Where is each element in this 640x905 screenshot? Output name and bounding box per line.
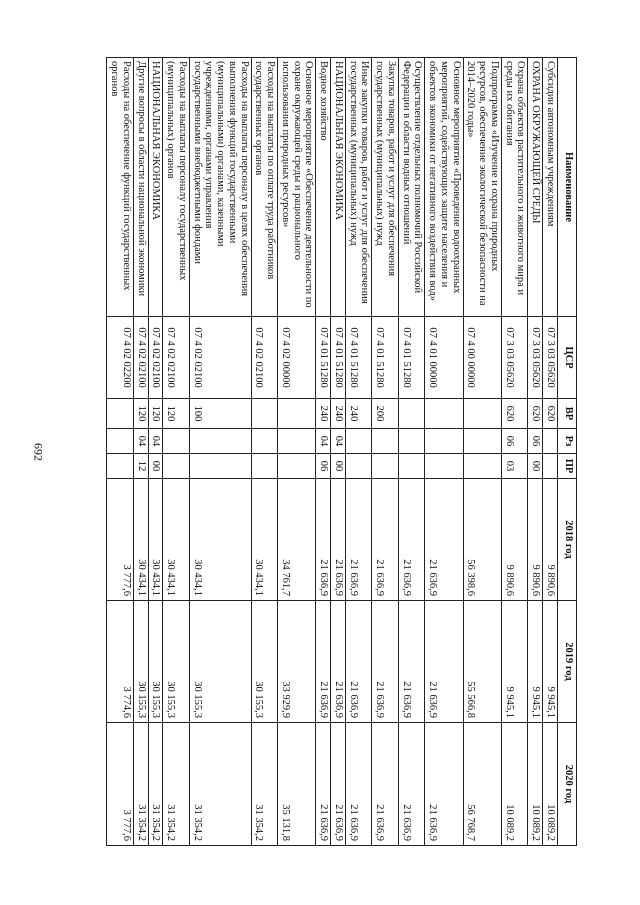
cell-csr: 07 3 03 05620 <box>528 317 543 399</box>
cell-pr <box>346 454 373 479</box>
cell-2019: 30 155,3 <box>163 601 190 723</box>
table-row <box>528 58 543 846</box>
cell-2018: 21 636,9 <box>372 479 399 601</box>
cell-rz: 04 <box>316 429 331 454</box>
cell-csr: 07 4 00 00000 <box>463 317 501 399</box>
cell-pr <box>463 454 501 479</box>
table-row <box>399 58 426 846</box>
cell-2020: 56 768,7 <box>463 723 501 846</box>
cell-rz: 06 <box>528 429 543 454</box>
cell-rz <box>190 429 252 454</box>
cell-2018: 30 434,1 <box>148 479 163 601</box>
cell-2020: 31 354,2 <box>163 723 190 846</box>
cell-2019: 30 155,3 <box>190 601 252 723</box>
cell-2018: 21 636,9 <box>425 479 463 601</box>
cell-pr <box>278 454 316 479</box>
cell-rz <box>425 429 463 454</box>
cell-vr: 120 <box>163 399 190 429</box>
cell-2020: 21 636,9 <box>425 723 463 846</box>
cell-pr <box>425 454 463 479</box>
cell-2019: 30 155,3 <box>148 601 163 723</box>
cell-csr: 07 4 02 02100 <box>251 317 278 399</box>
cell-2020: 10 089,2 <box>502 723 529 846</box>
cell-2019: 21 636,9 <box>331 601 346 723</box>
table-row <box>502 58 529 846</box>
cell-2020: 10 089,2 <box>528 723 543 846</box>
header-2020: 2020 год <box>558 723 577 846</box>
cell-2018: 9 890,6 <box>528 479 543 601</box>
cell-2020: 31 354,2 <box>134 723 149 846</box>
cell-name: Расходы на выплаты персоналу государственных (муниципальных) органов <box>163 58 190 317</box>
header-rz: Рз <box>558 429 577 454</box>
cell-2019: 30 155,3 <box>251 601 278 723</box>
cell-2020: 21 636,9 <box>316 723 331 846</box>
cell-2018: 30 434,1 <box>190 479 252 601</box>
page-number: 692 <box>31 443 46 461</box>
cell-name: Основное мероприятие «Обеспечение деятельности по охране окружающей среды и рационального использования природных ресурсов» <box>278 58 316 317</box>
cell-2018: 21 636,9 <box>346 479 373 601</box>
cell-pr: 12 <box>134 454 149 479</box>
cell-csr: 07 3 03 05620 <box>543 317 558 399</box>
cell-pr: 03 <box>502 454 529 479</box>
cell-rz <box>346 429 373 454</box>
cell-rz <box>372 429 399 454</box>
header-csr: ЦСР <box>558 317 577 399</box>
cell-name: Расходы на обеспечение функций государственных органов <box>107 58 134 317</box>
cell-name: Закупка товаров, работ и услуг для обеспечения государственных (муниципальных) нужд <box>372 58 399 317</box>
cell-2018: 30 434,1 <box>251 479 278 601</box>
cell-2020: 3 777,6 <box>107 723 134 846</box>
rotated-table-area <box>67 57 577 845</box>
cell-2020: 21 636,9 <box>346 723 373 846</box>
cell-vr: 240 <box>331 399 346 429</box>
cell-name: Субсидии автономным учреждениям <box>543 58 558 317</box>
cell-pr <box>251 454 278 479</box>
header-2019: 2019 год <box>558 601 577 723</box>
table-row <box>190 58 252 846</box>
cell-pr <box>163 454 190 479</box>
cell-2020: 10 089,2 <box>543 723 558 846</box>
cell-rz: 06 <box>502 429 529 454</box>
cell-2020: 31 354,2 <box>148 723 163 846</box>
cell-name: Осуществление отдельных полномочий Российской Федерации в области водных отношений <box>399 58 426 317</box>
cell-csr: 07 4 02 02200 <box>107 317 134 399</box>
cell-csr: 07 4 02 02100 <box>134 317 149 399</box>
cell-name: Расходы на выплаты персоналу в целях обеспечения выполнения функций государственными (муниципальными) органами, казенными учреждениями, органами управления государственными внебюджетными фондами <box>190 58 252 317</box>
table-header-row <box>558 58 577 846</box>
cell-2018: 21 636,9 <box>316 479 331 601</box>
cell-rz: 04 <box>134 429 149 454</box>
header-pr: ПР <box>558 454 577 479</box>
cell-csr: 07 4 02 02100 <box>148 317 163 399</box>
cell-name: Расходы на выплаты по оплате труда работников государственных органов <box>251 58 278 317</box>
cell-2019: 21 636,9 <box>372 601 399 723</box>
cell-pr: 06 <box>316 454 331 479</box>
table-row <box>346 58 373 846</box>
cell-csr: 07 4 01 51280 <box>399 317 426 399</box>
cell-pr <box>107 454 134 479</box>
budget-table <box>107 57 578 846</box>
cell-name: Охрана объектов растительного и животного мира и среды их обитания <box>502 58 529 317</box>
cell-pr <box>399 454 426 479</box>
cell-name: НАЦИОНАЛЬНАЯ ЭКОНОМИКА <box>148 58 163 317</box>
cell-2019: 21 636,9 <box>425 601 463 723</box>
cell-csr: 07 4 02 02100 <box>190 317 252 399</box>
cell-2018: 3 777,6 <box>107 479 134 601</box>
cell-2018: 9 890,6 <box>543 479 558 601</box>
cell-vr: 620 <box>502 399 529 429</box>
cell-name: Основное мероприятие «Проведение водоохранных мероприятий, содействующих защите населения и объектов экономики от негативного воздействия вод» <box>425 58 463 317</box>
cell-2020: 35 131,8 <box>278 723 316 846</box>
cell-csr: 07 4 02 02100 <box>163 317 190 399</box>
cell-csr: 07 4 01 51280 <box>316 317 331 399</box>
cell-2018: 30 434,1 <box>163 479 190 601</box>
cell-rz: 04 <box>148 429 163 454</box>
cell-vr: 620 <box>543 399 558 429</box>
cell-2019: 21 636,9 <box>316 601 331 723</box>
cell-name: ОХРАНА ОКРУЖАЮЩЕЙ СРЕДЫ <box>528 58 543 317</box>
cell-rz <box>463 429 501 454</box>
table-row <box>425 58 463 846</box>
cell-2019: 21 636,9 <box>346 601 373 723</box>
table-row <box>463 58 501 846</box>
cell-vr: 120 <box>148 399 163 429</box>
cell-2020: 21 636,9 <box>399 723 426 846</box>
cell-2019: 9 945,1 <box>543 601 558 723</box>
cell-2018: 9 890,6 <box>502 479 529 601</box>
table-row <box>163 58 190 846</box>
table-row <box>107 58 134 846</box>
cell-2020: 21 636,9 <box>331 723 346 846</box>
cell-2018: 56 398,6 <box>463 479 501 601</box>
cell-vr <box>425 399 463 429</box>
cell-vr <box>399 399 426 429</box>
cell-vr <box>107 399 134 429</box>
cell-vr: 120 <box>134 399 149 429</box>
cell-name: Другие вопросы в области национальной экономики <box>134 58 149 317</box>
cell-2020: 31 354,2 <box>251 723 278 846</box>
cell-2018: 21 636,9 <box>399 479 426 601</box>
cell-vr <box>278 399 316 429</box>
cell-vr: 240 <box>316 399 331 429</box>
cell-pr <box>372 454 399 479</box>
cell-name: Иные закупки товаров, работ и услуг для обеспечения государственных (муниципальных) нужд <box>346 58 373 317</box>
cell-rz: 04 <box>331 429 346 454</box>
cell-2019: 55 566,8 <box>463 601 501 723</box>
table-row <box>316 58 331 846</box>
cell-name: Водное хозяйство <box>316 58 331 317</box>
cell-name: Подпрограмма «Изучение и охрана природных ресурсов, обеспечение экологической безопасности на 2014–2020 годы» <box>463 58 501 317</box>
header-2018: 2018 год <box>558 479 577 601</box>
table-row <box>148 58 163 846</box>
cell-rz <box>399 429 426 454</box>
cell-csr: 07 4 01 51280 <box>331 317 346 399</box>
cell-2019: 30 155,3 <box>134 601 149 723</box>
table-row <box>251 58 278 846</box>
cell-rz <box>278 429 316 454</box>
cell-2019: 3 774,6 <box>107 601 134 723</box>
cell-2018: 21 636,9 <box>331 479 346 601</box>
cell-vr: 100 <box>190 399 252 429</box>
cell-rz <box>543 429 558 454</box>
table-row <box>278 58 316 846</box>
cell-vr: 240 <box>346 399 373 429</box>
header-name: Наименование <box>558 58 577 317</box>
cell-csr: 07 4 02 00000 <box>278 317 316 399</box>
cell-pr: 00 <box>528 454 543 479</box>
table-container <box>67 57 577 845</box>
cell-rz <box>251 429 278 454</box>
cell-pr: 00 <box>331 454 346 479</box>
table-row <box>134 58 149 846</box>
header-vr: ВР <box>558 399 577 429</box>
cell-2019: 9 945,1 <box>528 601 543 723</box>
cell-vr: 200 <box>372 399 399 429</box>
cell-csr: 07 4 01 51280 <box>346 317 373 399</box>
cell-csr: 07 3 03 05620 <box>502 317 529 399</box>
cell-2020: 31 354,2 <box>190 723 252 846</box>
cell-csr: 07 4 01 00000 <box>425 317 463 399</box>
cell-2019: 33 929,9 <box>278 601 316 723</box>
table-row <box>543 58 558 846</box>
cell-pr <box>190 454 252 479</box>
cell-csr: 07 4 01 51280 <box>372 317 399 399</box>
cell-2020: 21 636,9 <box>372 723 399 846</box>
cell-vr <box>251 399 278 429</box>
cell-name: НАЦИОНАЛЬНАЯ ЭКОНОМИКА <box>331 58 346 317</box>
cell-2019: 21 636,9 <box>399 601 426 723</box>
cell-rz <box>107 429 134 454</box>
cell-2018: 34 761,7 <box>278 479 316 601</box>
table-row <box>331 58 346 846</box>
cell-pr <box>543 454 558 479</box>
cell-2019: 9 945,1 <box>502 601 529 723</box>
table-row <box>372 58 399 846</box>
cell-2018: 30 434,1 <box>134 479 149 601</box>
cell-vr <box>463 399 501 429</box>
cell-rz <box>163 429 190 454</box>
cell-pr: 00 <box>148 454 163 479</box>
cell-vr: 620 <box>528 399 543 429</box>
